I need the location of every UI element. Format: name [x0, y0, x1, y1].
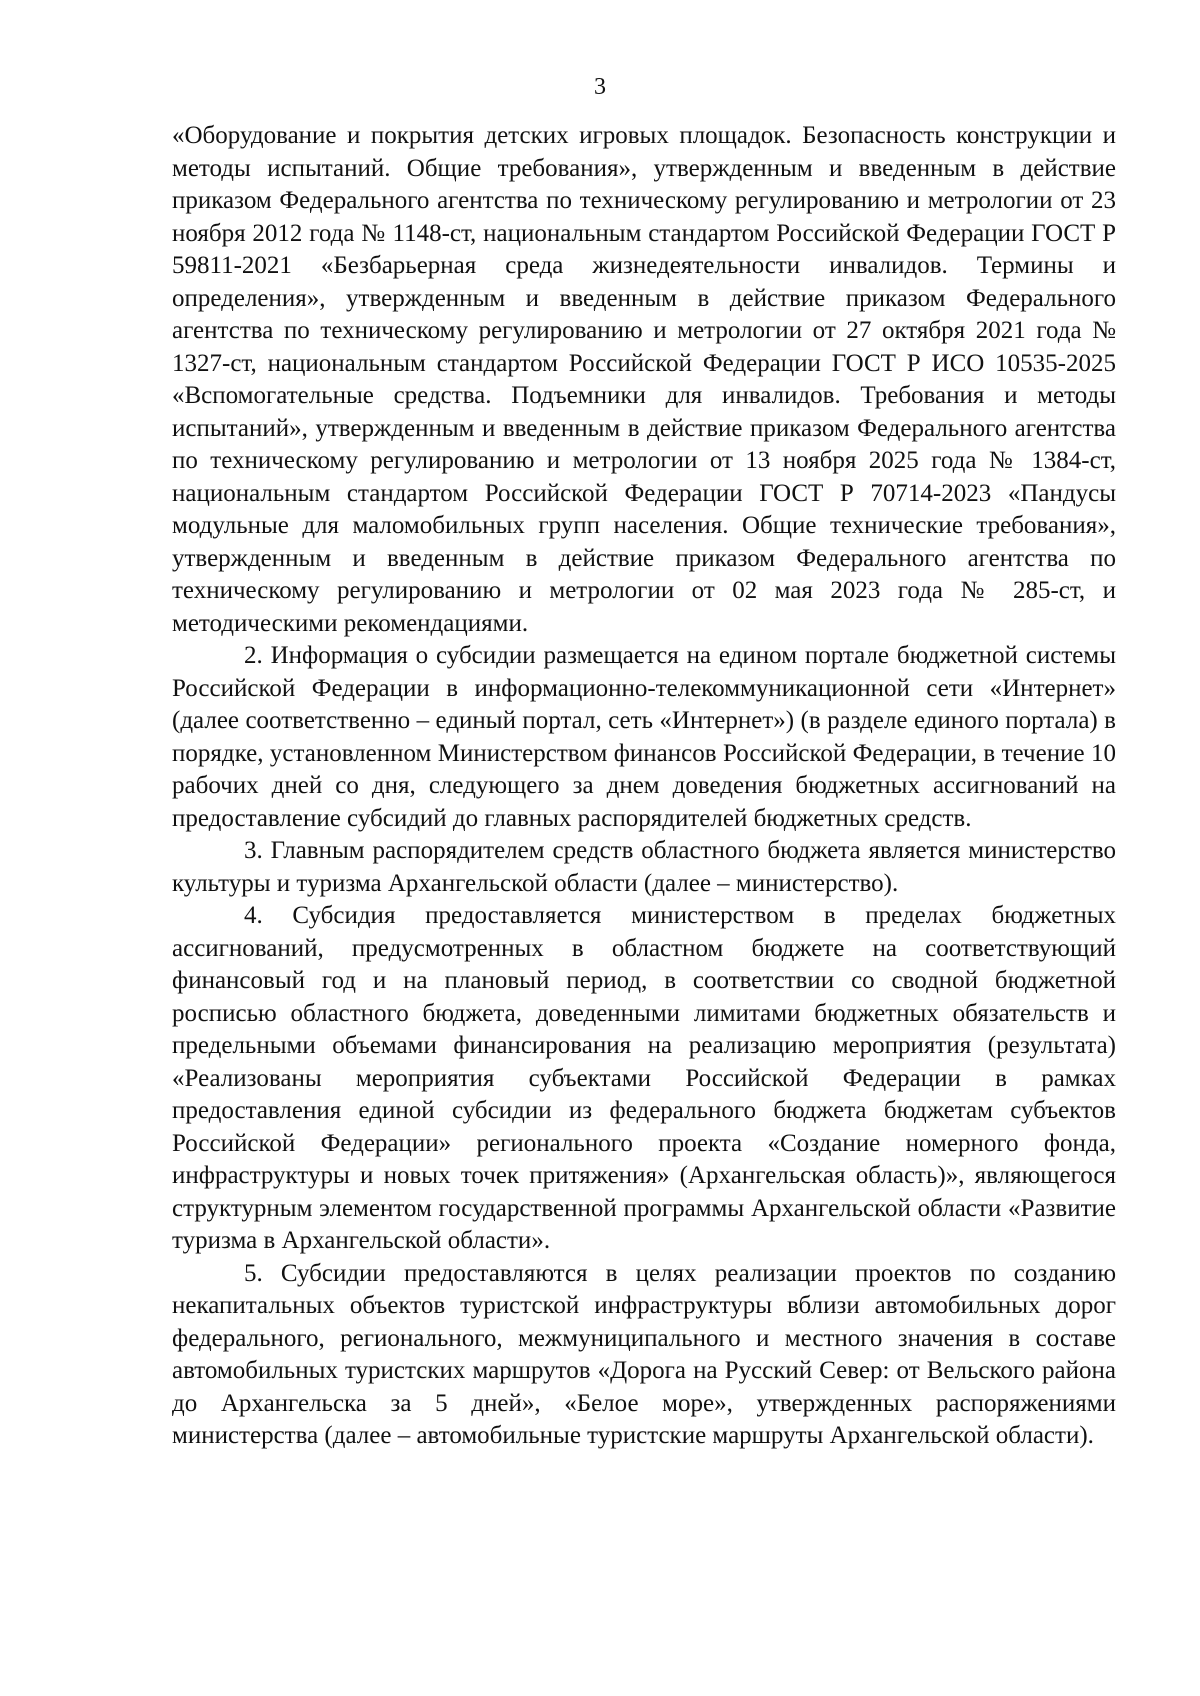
page-number: 3 [594, 74, 606, 100]
document-body [172, 120, 1116, 1453]
paragraph-2-portal-information: 2. Информация о субсидии размещается на едином портале бюджетной системы Российской Федерации в информационно-телекоммуникационной сети «Интернет» (далее соответственно – единый портал, сеть «Интернет») (в разделе единого портала) в порядке, установленном Министерством финансов Российской Федерации, в течение 10 рабочих дней со дня, следующего за днем доведения бюджетных ассигнований на предоставление субсидий до главных распорядителей бюджетных средств. [172, 642, 1116, 832]
paragraph-3-chief-administrator: 3. Главным распорядителем средств областного бюджета является министерство культуры и туризма Архангельской области (далее – министерство). [172, 837, 1116, 897]
paragraph-standards-continuation: «Оборудование и покрытия детских игровых площадок. Безопасность конструкции и методы испытаний. Общие требования», утвержденным и введенным в действие приказом Федерального агентства по техническому регулированию и метрологии от 23 ноября 2012 года № 1148-ст, национальным стандартом Российской Федерации ГОСТ Р 59811-2021 «Безбарьерная среда жизнедеятельности инвалидов. Термины и определения», утвержденным и введенным в действие приказом Федерального агентства по техническому регулированию и метрологии от 27 октября 2021 года № 1327-ст, национальным стандартом Российской Федерации ГОСТ Р ИСО 10535-2025 «Вспомогательные средства. Подъемники для инвалидов. Требования и методы испытаний», утвержденным и введенным в действие приказом Федерального агентства по техническому регулированию и метрологии от 13 ноября 2025 года № 1384-ст, национальным стандартом Российской Федерации ГОСТ Р 70714-2023 «Пандусы модульные для маломобильных групп населения. Общие технические требования», утвержденным и введенным в действие приказом Федерального агентства по техническому регулированию и метрологии от 02 мая 2023 года № 285-ст, и методическими рекомендациями. [172, 122, 1116, 637]
paragraph-5-subsidy-purpose: 5. Субсидии предоставляются в целях реализации проектов по созданию некапитальных объектов туристской инфраструктуры вблизи автомобильных дорог федерального, регионального, межмуниципального и местного значения в составе автомобильных туристских маршрутов «Дорога на Русский Север: от Вельского района до Архангельска за 5 дней», «Белое море», утвержденных распоряжениями министерства (далее – автомобильные туристские маршруты Архангельской области). [172, 1259, 1116, 1449]
paragraph-4-subsidy-provision: 4. Субсидия предоставляется министерством в пределах бюджетных ассигнований, предусмотренных в областном бюджете на соответствующий финансовый год и на плановый период, в соответствии со сводной бюджетной росписью областного бюджета, доведенными лимитами бюджетных обязательств и предельными объемами финансирования на реализацию мероприятия (результата) «Реализованы мероприятия субъектами Российской Федерации в рамках предоставления единой субсидии из федерального бюджета бюджетам субъектов Российской Федерации» регионального проекта «Создание номерного фонда, инфраструктуры и новых точек притяжения» (Архангельская область)», являющегося структурным элементом государственной программы Архангельской области «Развитие туризма в Архангельской области». [172, 902, 1116, 1254]
